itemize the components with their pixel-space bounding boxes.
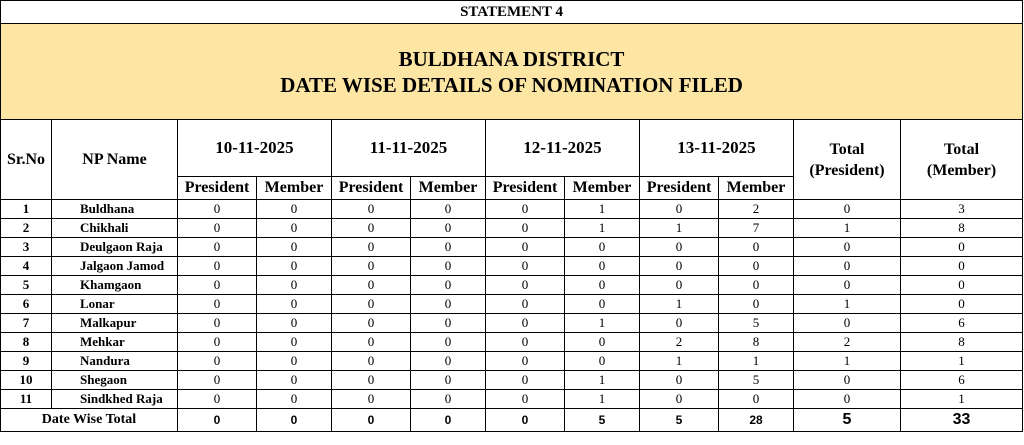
row-total-member: 1 xyxy=(901,352,1023,371)
row-president-count: 0 xyxy=(178,352,257,371)
row-total-member: 6 xyxy=(901,371,1023,390)
row-total-member: 8 xyxy=(901,333,1023,352)
row-np-name: Mehkar xyxy=(52,333,178,352)
row-member-count: 0 xyxy=(565,257,640,276)
row-president-count: 0 xyxy=(486,276,565,295)
row-member-count: 0 xyxy=(411,295,486,314)
row-srno: 4 xyxy=(1,257,52,276)
table-row xyxy=(1,257,1023,276)
subheader-member: Member xyxy=(411,177,486,200)
row-member-count: 0 xyxy=(257,390,332,409)
row-president-count: 0 xyxy=(486,352,565,371)
row-member-count: 0 xyxy=(411,200,486,219)
row-np-name: Lonar xyxy=(52,295,178,314)
table-row xyxy=(1,333,1023,352)
row-member-count: 1 xyxy=(565,390,640,409)
row-member-count: 0 xyxy=(411,219,486,238)
row-president-count: 1 xyxy=(640,295,719,314)
header-total-president-line2: (President) xyxy=(809,161,885,179)
row-president-count: 0 xyxy=(486,200,565,219)
total-president-count: 0 xyxy=(178,409,257,432)
row-president-count: 0 xyxy=(332,390,411,409)
row-total-president: 1 xyxy=(794,219,901,238)
row-president-count: 0 xyxy=(178,238,257,257)
row-member-count: 0 xyxy=(719,238,794,257)
header-date-3: 12-11-2025 xyxy=(486,120,640,177)
row-member-count: 8 xyxy=(719,333,794,352)
header-date-4: 13-11-2025 xyxy=(640,120,794,177)
row-member-count: 0 xyxy=(565,295,640,314)
row-np-name: Chikhali xyxy=(52,219,178,238)
row-member-count: 0 xyxy=(565,276,640,295)
row-president-count: 0 xyxy=(178,276,257,295)
table-row xyxy=(1,295,1023,314)
row-president-count: 0 xyxy=(640,276,719,295)
row-president-count: 0 xyxy=(178,333,257,352)
table-row xyxy=(1,200,1023,219)
grand-total-member: 33 xyxy=(901,409,1023,432)
total-president-count: 0 xyxy=(486,409,565,432)
table-row xyxy=(1,352,1023,371)
row-total-president: 1 xyxy=(794,352,901,371)
row-np-name: Deulgaon Raja xyxy=(52,238,178,257)
row-member-count: 1 xyxy=(565,219,640,238)
row-total-president: 0 xyxy=(794,257,901,276)
row-member-count: 1 xyxy=(565,200,640,219)
row-president-count: 0 xyxy=(178,314,257,333)
row-president-count: 0 xyxy=(332,276,411,295)
subheader-president: President xyxy=(178,177,257,200)
header-np-name: NP Name xyxy=(52,120,178,200)
row-np-name: Jalgaon Jamod xyxy=(52,257,178,276)
row-member-count: 0 xyxy=(257,276,332,295)
row-member-count: 0 xyxy=(565,238,640,257)
subheader-member: Member xyxy=(719,177,794,200)
row-total-member: 3 xyxy=(901,200,1023,219)
row-president-count: 0 xyxy=(332,257,411,276)
row-member-count: 0 xyxy=(257,314,332,333)
row-total-member: 0 xyxy=(901,238,1023,257)
row-srno: 1 xyxy=(1,200,52,219)
row-president-count: 0 xyxy=(486,333,565,352)
row-president-count: 0 xyxy=(640,238,719,257)
table-row xyxy=(1,390,1023,409)
row-president-count: 0 xyxy=(640,257,719,276)
row-member-count: 0 xyxy=(565,333,640,352)
header-total-president xyxy=(794,120,901,200)
row-president-count: 0 xyxy=(332,238,411,257)
row-total-president: 1 xyxy=(794,295,901,314)
total-member-count: 5 xyxy=(565,409,640,432)
header-total-president-line1: Total xyxy=(829,140,865,158)
row-president-count: 0 xyxy=(640,314,719,333)
header-date-2: 11-11-2025 xyxy=(332,120,486,177)
row-president-count: 0 xyxy=(486,257,565,276)
row-srno: 2 xyxy=(1,219,52,238)
row-member-count: 0 xyxy=(257,333,332,352)
date-wise-total-row xyxy=(1,409,1023,432)
row-president-count: 2 xyxy=(640,333,719,352)
row-member-count: 2 xyxy=(719,200,794,219)
row-total-president: 0 xyxy=(794,390,901,409)
statement-label: STATEMENT 4 xyxy=(1,1,1023,24)
row-np-name: Nandura xyxy=(52,352,178,371)
row-president-count: 0 xyxy=(178,371,257,390)
row-president-count: 0 xyxy=(178,219,257,238)
row-member-count: 0 xyxy=(719,276,794,295)
row-member-count: 0 xyxy=(257,219,332,238)
row-president-count: 0 xyxy=(178,200,257,219)
row-member-count: 0 xyxy=(719,257,794,276)
total-member-count: 0 xyxy=(411,409,486,432)
row-member-count: 0 xyxy=(411,333,486,352)
row-president-count: 0 xyxy=(178,295,257,314)
row-total-member: 0 xyxy=(901,276,1023,295)
row-srno: 9 xyxy=(1,352,52,371)
row-president-count: 0 xyxy=(178,257,257,276)
table-row xyxy=(1,238,1023,257)
header-total-member-line1: Total xyxy=(944,140,980,158)
row-president-count: 0 xyxy=(486,219,565,238)
row-member-count: 0 xyxy=(411,352,486,371)
row-np-name: Buldhana xyxy=(52,200,178,219)
row-president-count: 1 xyxy=(640,219,719,238)
subheader-member: Member xyxy=(565,177,640,200)
row-member-count: 7 xyxy=(719,219,794,238)
row-member-count: 5 xyxy=(719,371,794,390)
row-srno: 11 xyxy=(1,390,52,409)
grand-total-president: 5 xyxy=(794,409,901,432)
table-row xyxy=(1,276,1023,295)
total-member-count: 28 xyxy=(719,409,794,432)
row-total-president: 0 xyxy=(794,314,901,333)
row-member-count: 5 xyxy=(719,314,794,333)
row-np-name: Sindkhed Raja xyxy=(52,390,178,409)
total-row-label: Date Wise Total xyxy=(1,409,178,432)
row-total-member: 8 xyxy=(901,219,1023,238)
row-president-count: 0 xyxy=(332,352,411,371)
row-member-count: 0 xyxy=(257,238,332,257)
row-president-count: 0 xyxy=(486,314,565,333)
row-np-name: Khamgaon xyxy=(52,276,178,295)
row-president-count: 0 xyxy=(486,238,565,257)
table-row xyxy=(1,371,1023,390)
row-member-count: 0 xyxy=(257,257,332,276)
total-member-count: 0 xyxy=(257,409,332,432)
row-total-member: 0 xyxy=(901,257,1023,276)
row-srno: 5 xyxy=(1,276,52,295)
row-member-count: 0 xyxy=(719,295,794,314)
row-president-count: 0 xyxy=(178,390,257,409)
row-srno: 10 xyxy=(1,371,52,390)
row-total-president: 0 xyxy=(794,200,901,219)
row-srno: 7 xyxy=(1,314,52,333)
row-srno: 8 xyxy=(1,333,52,352)
row-total-president: 0 xyxy=(794,238,901,257)
row-member-count: 1 xyxy=(565,314,640,333)
header-total-member-line2: (Member) xyxy=(926,161,997,179)
row-member-count: 0 xyxy=(257,352,332,371)
table-row xyxy=(1,314,1023,333)
row-president-count: 0 xyxy=(332,371,411,390)
row-member-count: 0 xyxy=(257,295,332,314)
row-president-count: 0 xyxy=(332,219,411,238)
row-total-member: 1 xyxy=(901,390,1023,409)
report-title: DATE WISE DETAILS OF NOMINATION FILED xyxy=(280,72,743,97)
row-total-member: 0 xyxy=(901,295,1023,314)
row-member-count: 0 xyxy=(257,200,332,219)
row-total-president: 2 xyxy=(794,333,901,352)
row-member-count: 0 xyxy=(411,257,486,276)
row-president-count: 0 xyxy=(486,390,565,409)
header-date-1: 10-11-2025 xyxy=(178,120,332,177)
row-member-count: 0 xyxy=(565,352,640,371)
header-total-member xyxy=(901,120,1023,200)
row-member-count: 0 xyxy=(411,314,486,333)
row-srno: 6 xyxy=(1,295,52,314)
row-total-president: 0 xyxy=(794,371,901,390)
row-president-count: 0 xyxy=(640,371,719,390)
table-row xyxy=(1,219,1023,238)
row-president-count: 0 xyxy=(332,333,411,352)
title-banner xyxy=(1,24,1023,120)
header-srno: Sr.No xyxy=(1,120,52,200)
row-president-count: 0 xyxy=(486,371,565,390)
row-member-count: 0 xyxy=(411,371,486,390)
row-member-count: 0 xyxy=(719,390,794,409)
total-president-count: 0 xyxy=(332,409,411,432)
subheader-member: Member xyxy=(257,177,332,200)
subheader-president: President xyxy=(640,177,719,200)
subheader-president: President xyxy=(486,177,565,200)
row-np-name: Shegaon xyxy=(52,371,178,390)
row-president-count: 0 xyxy=(332,200,411,219)
row-president-count: 1 xyxy=(640,352,719,371)
row-member-count: 0 xyxy=(411,276,486,295)
row-president-count: 0 xyxy=(332,314,411,333)
row-president-count: 0 xyxy=(486,295,565,314)
row-member-count: 0 xyxy=(257,371,332,390)
total-president-count: 5 xyxy=(640,409,719,432)
row-np-name: Malkapur xyxy=(52,314,178,333)
row-president-count: 0 xyxy=(332,295,411,314)
row-srno: 3 xyxy=(1,238,52,257)
row-total-member: 6 xyxy=(901,314,1023,333)
row-member-count: 1 xyxy=(565,371,640,390)
district-title: BULDHANA DISTRICT xyxy=(398,46,625,71)
row-president-count: 0 xyxy=(640,390,719,409)
row-total-president: 0 xyxy=(794,276,901,295)
row-member-count: 0 xyxy=(411,390,486,409)
row-member-count: 0 xyxy=(411,238,486,257)
subheader-president: President xyxy=(332,177,411,200)
row-president-count: 0 xyxy=(640,200,719,219)
row-member-count: 1 xyxy=(719,352,794,371)
